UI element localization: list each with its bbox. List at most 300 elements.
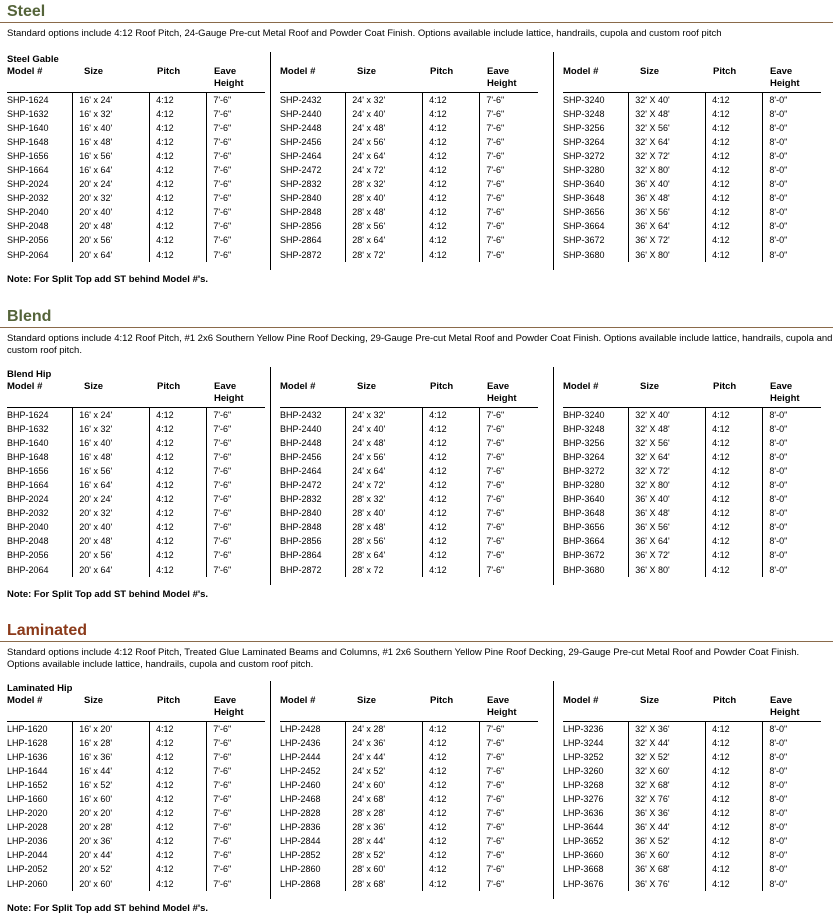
pitch-cell: 4:12 xyxy=(706,248,763,262)
model-number: SHP-3248 xyxy=(563,108,605,119)
size-cell: 20' x 40' xyxy=(73,521,150,535)
table-row xyxy=(280,821,542,835)
size-cell: 36' X 36' xyxy=(629,807,706,821)
model-number: SHP-1632 xyxy=(7,108,49,119)
model-number: BHP-3680 xyxy=(563,564,605,575)
header-pitch: Pitch xyxy=(713,695,737,706)
size-cell: 32' X 44' xyxy=(629,736,706,750)
pitch-cell: 4:12 xyxy=(150,722,207,736)
size-cell: 32' X 52' xyxy=(629,750,706,764)
header-model: Model # xyxy=(7,381,43,392)
model-number: SHP-2032 xyxy=(7,193,49,204)
eave-height-cell: 7'-6" xyxy=(207,408,269,422)
model-number: BHP-1624 xyxy=(7,409,49,420)
pitch-cell: 4:12 xyxy=(706,464,763,478)
pitch-cell: 4:12 xyxy=(706,436,763,450)
eave-height-cell: 8'-0" xyxy=(763,464,825,478)
model-number: LHP-2452 xyxy=(280,765,321,776)
model-number: BHP-3672 xyxy=(563,550,605,561)
model-number: LHP-1644 xyxy=(7,765,48,776)
size-cell: 28' x 48' xyxy=(346,206,423,220)
table-row xyxy=(280,807,542,821)
eave-height-cell: 8'-0" xyxy=(763,849,825,863)
table-row xyxy=(563,507,825,521)
model-number: LHP-2868 xyxy=(280,878,321,889)
table-row xyxy=(563,877,825,891)
model-number: SHP-2832 xyxy=(280,179,322,190)
model-number: BHP-1648 xyxy=(7,451,49,462)
pitch-cell: 4:12 xyxy=(423,163,480,177)
header-eave-height: Height xyxy=(770,393,800,404)
eave-height-cell: 7'-6" xyxy=(480,792,542,806)
model-number: BHP-2464 xyxy=(280,465,322,476)
model-table xyxy=(7,408,269,577)
pitch-cell: 4:12 xyxy=(150,521,207,535)
eave-height-cell: 7'-6" xyxy=(480,248,542,262)
header-pitch: Pitch xyxy=(157,381,181,392)
model-number: SHP-3672 xyxy=(563,235,605,246)
section-description: Standard options include 4:12 Roof Pitch, Treated Glue Laminated Beams and Columns, #1 2x6 Southern Yellow Pine Roof Decking, 29-Gauge Pre-cut Metal Roof and Powder Coat Finish. Options available include lattice, handrails, cupola and custom roof pitch. xyxy=(7,647,800,670)
size-cell: 24' x 40' xyxy=(346,422,423,436)
eave-height-cell: 7'-6" xyxy=(207,535,269,549)
pitch-cell: 4:12 xyxy=(423,493,480,507)
pitch-cell: 4:12 xyxy=(423,764,480,778)
pitch-cell: 4:12 xyxy=(150,877,207,891)
model-column-1 xyxy=(7,54,269,274)
pitch-cell: 4:12 xyxy=(423,450,480,464)
size-cell: 36' X 40' xyxy=(629,493,706,507)
model-number: SHP-3664 xyxy=(563,221,605,232)
size-cell: 36' X 52' xyxy=(629,835,706,849)
size-cell: 24' x 36' xyxy=(346,736,423,750)
table-row xyxy=(7,93,269,107)
model-number: LHP-3676 xyxy=(563,878,604,889)
pitch-cell: 4:12 xyxy=(150,178,207,192)
table-row xyxy=(563,722,825,736)
eave-height-cell: 7'-6" xyxy=(207,877,269,891)
column-separator xyxy=(553,367,554,585)
model-number: LHP-2060 xyxy=(7,878,48,889)
size-cell: 24' x 72' xyxy=(346,163,423,177)
size-cell: 16' x 24' xyxy=(73,93,150,107)
pitch-cell: 4:12 xyxy=(150,478,207,492)
eave-height-cell: 7'-6" xyxy=(480,736,542,750)
pitch-cell: 4:12 xyxy=(423,549,480,563)
pitch-cell: 4:12 xyxy=(706,478,763,492)
size-cell: 16' x 36' xyxy=(73,750,150,764)
header-size: Size xyxy=(84,66,104,77)
model-number: LHP-1628 xyxy=(7,737,48,748)
eave-height-cell: 7'-6" xyxy=(480,764,542,778)
size-cell: 16' x 52' xyxy=(73,778,150,792)
table-row xyxy=(7,107,269,121)
eave-height-cell: 7'-6" xyxy=(480,149,542,163)
model-number: SHP-1648 xyxy=(7,136,49,147)
model-number: SHP-2840 xyxy=(280,193,322,204)
model-column-2 xyxy=(280,369,542,589)
eave-height-cell: 7'-6" xyxy=(480,234,542,248)
table-row xyxy=(7,135,269,149)
pitch-cell: 4:12 xyxy=(423,178,480,192)
model-number: LHP-2460 xyxy=(280,779,321,790)
size-cell: 20' x 64' xyxy=(73,248,150,262)
header-size: Size xyxy=(640,381,660,392)
table-row xyxy=(563,220,825,234)
pitch-cell: 4:12 xyxy=(150,422,207,436)
size-cell: 20' x 56' xyxy=(73,549,150,563)
eave-height-cell: 7'-6" xyxy=(207,722,269,736)
eave-height-cell: 7'-6" xyxy=(207,107,269,121)
model-number: SHP-3264 xyxy=(563,136,605,147)
pitch-cell: 4:12 xyxy=(706,422,763,436)
model-number: BHP-2032 xyxy=(7,508,49,519)
table-row xyxy=(563,821,825,835)
eave-height-cell: 7'-6" xyxy=(480,422,542,436)
model-number: BHP-2840 xyxy=(280,508,322,519)
table-row xyxy=(563,121,825,135)
model-number: SHP-2048 xyxy=(7,221,49,232)
model-column-1 xyxy=(7,369,269,589)
table-row xyxy=(7,807,269,821)
table-row xyxy=(7,234,269,248)
table-row xyxy=(7,436,269,450)
model-number: LHP-1636 xyxy=(7,751,48,762)
model-number: LHP-1660 xyxy=(7,794,48,805)
table-row xyxy=(7,563,269,577)
size-cell: 36' X 64' xyxy=(629,535,706,549)
section-note: Note: For Split Top add ST behind Model #'s. xyxy=(7,274,209,285)
size-cell: 28' x 28' xyxy=(346,807,423,821)
model-number: LHP-3644 xyxy=(563,822,604,833)
pitch-cell: 4:12 xyxy=(150,549,207,563)
size-cell: 24' x 72' xyxy=(346,478,423,492)
table-row xyxy=(7,821,269,835)
size-cell: 24' x 60' xyxy=(346,778,423,792)
size-cell: 28' x 64' xyxy=(346,549,423,563)
size-cell: 32' X 80' xyxy=(629,163,706,177)
eave-height-cell: 7'-6" xyxy=(480,807,542,821)
pitch-cell: 4:12 xyxy=(706,877,763,891)
size-cell: 24' x 40' xyxy=(346,107,423,121)
model-number: LHP-2028 xyxy=(7,822,48,833)
model-number: SHP-2056 xyxy=(7,235,49,246)
pitch-cell: 4:12 xyxy=(423,149,480,163)
model-column-3 xyxy=(563,369,825,589)
pitch-cell: 4:12 xyxy=(423,835,480,849)
header-pitch: Pitch xyxy=(157,695,181,706)
size-cell: 28' x 56' xyxy=(346,535,423,549)
size-cell: 20' x 24' xyxy=(73,178,150,192)
table-header xyxy=(280,66,542,92)
table-row xyxy=(7,792,269,806)
pitch-cell: 4:12 xyxy=(150,736,207,750)
model-number: LHP-3252 xyxy=(563,751,604,762)
model-number: SHP-3240 xyxy=(563,94,605,105)
eave-height-cell: 8'-0" xyxy=(763,135,825,149)
pitch-cell: 4:12 xyxy=(150,206,207,220)
model-number: BHP-3280 xyxy=(563,480,605,491)
size-cell: 20' x 64' xyxy=(73,563,150,577)
header-model: Model # xyxy=(563,695,599,706)
table-row xyxy=(563,436,825,450)
table-row xyxy=(7,722,269,736)
table-row xyxy=(280,835,542,849)
model-number: BHP-1664 xyxy=(7,480,49,491)
model-number: LHP-3260 xyxy=(563,765,604,776)
column-separator xyxy=(270,52,271,270)
eave-height-cell: 7'-6" xyxy=(480,135,542,149)
section-divider xyxy=(0,22,833,23)
pitch-cell: 4:12 xyxy=(150,821,207,835)
model-number: BHP-3648 xyxy=(563,508,605,519)
table-header xyxy=(280,381,542,407)
table-row xyxy=(563,422,825,436)
eave-height-cell: 7'-6" xyxy=(480,493,542,507)
table-row xyxy=(7,192,269,206)
size-cell: 36' X 72' xyxy=(629,549,706,563)
table-row xyxy=(280,149,542,163)
pitch-cell: 4:12 xyxy=(423,563,480,577)
size-cell: 24' x 48' xyxy=(346,121,423,135)
model-number: BHP-3256 xyxy=(563,437,605,448)
model-number: SHP-3272 xyxy=(563,150,605,161)
eave-height-cell: 7'-6" xyxy=(207,149,269,163)
pitch-cell: 4:12 xyxy=(150,778,207,792)
model-number: BHP-3248 xyxy=(563,423,605,434)
table-row xyxy=(280,121,542,135)
eave-height-cell: 7'-6" xyxy=(480,192,542,206)
eave-height-cell: 8'-0" xyxy=(763,163,825,177)
pitch-cell: 4:12 xyxy=(706,764,763,778)
table-row xyxy=(7,764,269,778)
pitch-cell: 4:12 xyxy=(423,722,480,736)
eave-height-cell: 7'-6" xyxy=(207,220,269,234)
eave-height-cell: 7'-6" xyxy=(480,877,542,891)
pitch-cell: 4:12 xyxy=(150,849,207,863)
size-cell: 28' x 36' xyxy=(346,821,423,835)
size-cell: 32' X 48' xyxy=(629,107,706,121)
header-pitch: Pitch xyxy=(713,66,737,77)
pitch-cell: 4:12 xyxy=(423,93,480,107)
pitch-cell: 4:12 xyxy=(150,807,207,821)
eave-height-cell: 8'-0" xyxy=(763,549,825,563)
table-row xyxy=(563,521,825,535)
size-cell: 32' X 76' xyxy=(629,792,706,806)
table-row xyxy=(563,835,825,849)
size-cell: 32' X 80' xyxy=(629,478,706,492)
table-row xyxy=(7,464,269,478)
pitch-cell: 4:12 xyxy=(150,835,207,849)
header-pitch: Pitch xyxy=(713,381,737,392)
table-row xyxy=(563,549,825,563)
size-cell: 28' x 64' xyxy=(346,234,423,248)
eave-height-cell: 7'-6" xyxy=(207,436,269,450)
model-number: LHP-3268 xyxy=(563,779,604,790)
pitch-cell: 4:12 xyxy=(423,821,480,835)
table-row xyxy=(563,807,825,821)
header-size: Size xyxy=(357,381,377,392)
header-eave-height: Height xyxy=(487,78,517,89)
size-cell: 20' x 20' xyxy=(73,807,150,821)
pitch-cell: 4:12 xyxy=(423,248,480,262)
size-cell: 28' x 48' xyxy=(346,521,423,535)
pitch-cell: 4:12 xyxy=(423,192,480,206)
header-model: Model # xyxy=(563,381,599,392)
model-number: BHP-3240 xyxy=(563,409,605,420)
eave-height-cell: 8'-0" xyxy=(763,248,825,262)
table-row xyxy=(280,93,542,107)
table-row xyxy=(280,764,542,778)
table-row xyxy=(280,220,542,234)
size-cell: 28' x 68' xyxy=(346,877,423,891)
pitch-cell: 4:12 xyxy=(150,192,207,206)
eave-height-cell: 8'-0" xyxy=(763,149,825,163)
size-cell: 24' x 48' xyxy=(346,436,423,450)
pitch-cell: 4:12 xyxy=(706,792,763,806)
eave-height-cell: 7'-6" xyxy=(480,750,542,764)
table-row xyxy=(7,849,269,863)
pitch-cell: 4:12 xyxy=(423,408,480,422)
pitch-cell: 4:12 xyxy=(423,206,480,220)
eave-height-cell: 7'-6" xyxy=(480,778,542,792)
header-model: Model # xyxy=(280,381,316,392)
size-cell: 36' X 80' xyxy=(629,248,706,262)
eave-height-cell: 8'-0" xyxy=(763,93,825,107)
size-cell: 32' X 64' xyxy=(629,135,706,149)
table-row xyxy=(280,206,542,220)
eave-height-cell: 8'-0" xyxy=(763,792,825,806)
model-number: SHP-3280 xyxy=(563,165,605,176)
eave-height-cell: 7'-6" xyxy=(207,821,269,835)
size-cell: 28' x 44' xyxy=(346,835,423,849)
model-number: SHP-2848 xyxy=(280,207,322,218)
eave-height-cell: 7'-6" xyxy=(480,121,542,135)
pitch-cell: 4:12 xyxy=(423,792,480,806)
pitch-cell: 4:12 xyxy=(150,135,207,149)
eave-height-cell: 7'-6" xyxy=(207,736,269,750)
model-number: SHP-3640 xyxy=(563,179,605,190)
header-model: Model # xyxy=(280,695,316,706)
table-row xyxy=(280,464,542,478)
size-cell: 20' x 48' xyxy=(73,535,150,549)
table-row xyxy=(563,736,825,750)
header-model: Model # xyxy=(280,66,316,77)
size-cell: 24' x 56' xyxy=(346,135,423,149)
column-separator xyxy=(270,367,271,585)
size-cell: 20' x 32' xyxy=(73,507,150,521)
pitch-cell: 4:12 xyxy=(150,507,207,521)
table-header xyxy=(7,695,269,721)
header-eave: Eave xyxy=(214,695,237,706)
eave-height-cell: 7'-6" xyxy=(207,93,269,107)
size-cell: 24' x 32' xyxy=(346,408,423,422)
size-cell: 16' x 48' xyxy=(73,450,150,464)
table-row xyxy=(563,863,825,877)
header-model: Model # xyxy=(563,66,599,77)
model-table xyxy=(280,408,542,577)
eave-height-cell: 7'-6" xyxy=(480,93,542,107)
model-table xyxy=(563,722,825,891)
table-row xyxy=(7,408,269,422)
size-cell: 28' x 32' xyxy=(346,178,423,192)
pitch-cell: 4:12 xyxy=(423,507,480,521)
pitch-cell: 4:12 xyxy=(423,877,480,891)
section-divider xyxy=(0,641,833,642)
size-cell: 16' x 40' xyxy=(73,436,150,450)
table-row xyxy=(280,436,542,450)
model-number: SHP-2456 xyxy=(280,136,322,147)
eave-height-cell: 8'-0" xyxy=(763,507,825,521)
model-number: LHP-2836 xyxy=(280,822,321,833)
table-row xyxy=(563,750,825,764)
table-row xyxy=(7,206,269,220)
model-number: BHP-2432 xyxy=(280,409,322,420)
header-model: Model # xyxy=(7,695,43,706)
model-number: LHP-3652 xyxy=(563,836,604,847)
eave-height-cell: 7'-6" xyxy=(207,234,269,248)
table-row xyxy=(563,178,825,192)
eave-height-cell: 8'-0" xyxy=(763,493,825,507)
table-row xyxy=(563,248,825,262)
eave-height-cell: 7'-6" xyxy=(480,163,542,177)
size-cell: 28' x 32' xyxy=(346,493,423,507)
eave-height-cell: 7'-6" xyxy=(480,849,542,863)
header-size: Size xyxy=(84,695,104,706)
model-number: LHP-3636 xyxy=(563,808,604,819)
size-cell: 32' X 72' xyxy=(629,149,706,163)
pitch-cell: 4:12 xyxy=(706,549,763,563)
model-number: LHP-2020 xyxy=(7,808,48,819)
table-row xyxy=(280,478,542,492)
size-cell: 36' X 56' xyxy=(629,521,706,535)
table-row xyxy=(7,163,269,177)
pitch-cell: 4:12 xyxy=(706,178,763,192)
pitch-cell: 4:12 xyxy=(706,493,763,507)
model-number: LHP-2844 xyxy=(280,836,321,847)
table-row xyxy=(563,563,825,577)
pitch-cell: 4:12 xyxy=(150,121,207,135)
header-eave-height: Height xyxy=(214,707,244,718)
pitch-cell: 4:12 xyxy=(150,764,207,778)
table-row xyxy=(563,149,825,163)
model-number: BHP-1656 xyxy=(7,465,49,476)
header-model: Model # xyxy=(7,66,43,77)
table-row xyxy=(563,93,825,107)
table-header xyxy=(280,695,542,721)
pitch-cell: 4:12 xyxy=(150,563,207,577)
model-number: LHP-3236 xyxy=(563,723,604,734)
size-cell: 32' X 60' xyxy=(629,764,706,778)
pitch-cell: 4:12 xyxy=(150,234,207,248)
size-cell: 20' x 28' xyxy=(73,821,150,835)
table-header xyxy=(7,381,269,407)
pitch-cell: 4:12 xyxy=(706,192,763,206)
model-number: SHP-2856 xyxy=(280,221,322,232)
model-number: SHP-2448 xyxy=(280,122,322,133)
table-row xyxy=(280,192,542,206)
size-cell: 16' x 32' xyxy=(73,107,150,121)
table-header xyxy=(563,381,825,407)
model-column-2 xyxy=(280,683,542,903)
header-eave-height: Height xyxy=(487,707,517,718)
eave-height-cell: 7'-6" xyxy=(207,206,269,220)
table-row xyxy=(563,192,825,206)
section-description: Standard options include 4:12 Roof Pitch, #1 2x6 Southern Yellow Pine Roof Decking, 29-Gauge Pre-cut Metal Roof and Powder Coat Finish. Options available include lattice, handrails, cupola and custom roof pitch. xyxy=(7,333,833,356)
eave-height-cell: 7'-6" xyxy=(480,535,542,549)
model-column-1 xyxy=(7,683,269,903)
eave-height-cell: 7'-6" xyxy=(480,722,542,736)
eave-height-cell: 8'-0" xyxy=(763,764,825,778)
